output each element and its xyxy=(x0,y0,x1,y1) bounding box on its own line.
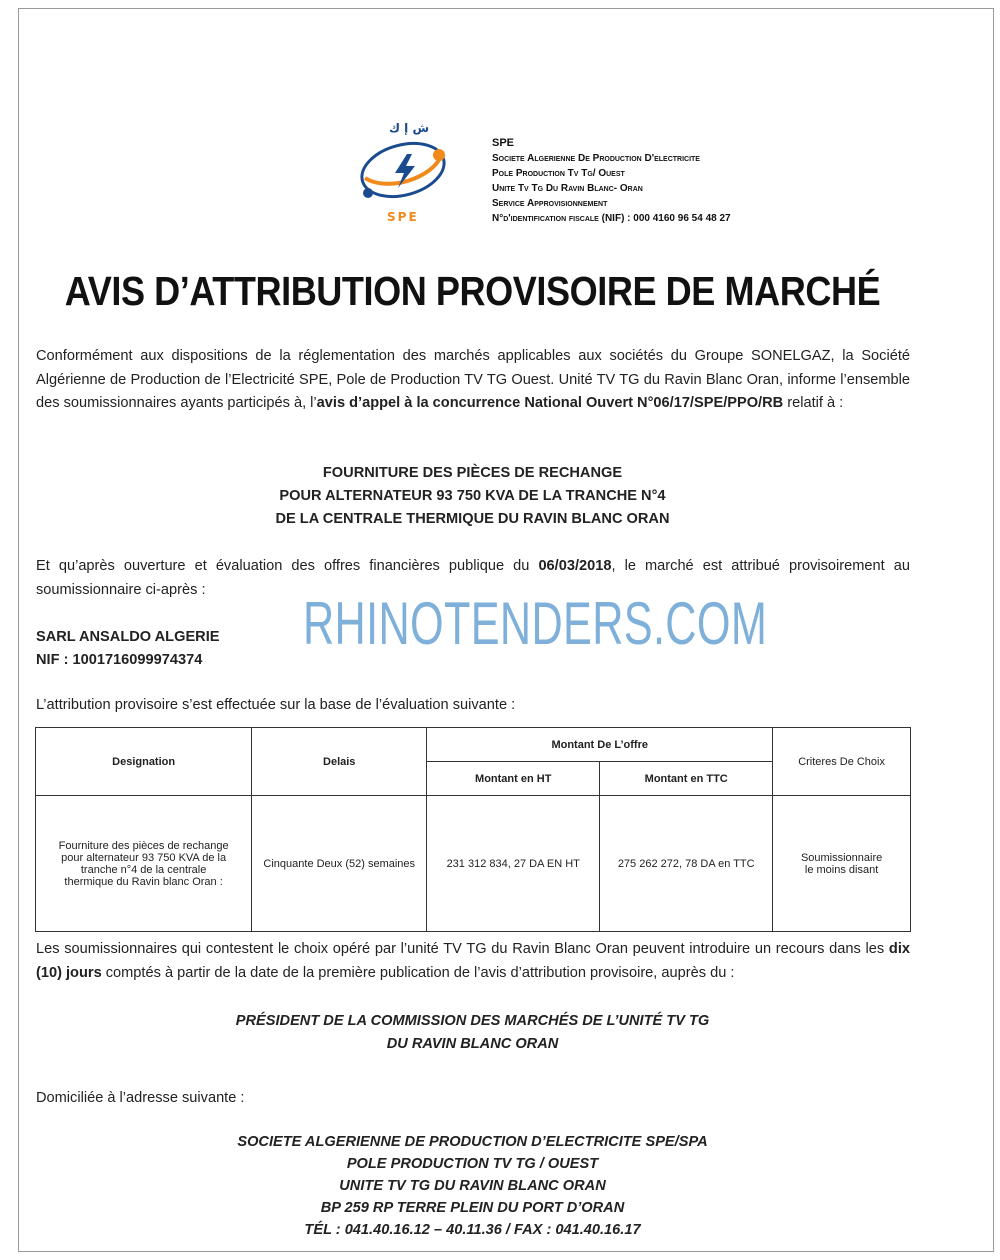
cell-ht: 231 312 834, 27 DA EN HT xyxy=(427,796,600,932)
header-ht: Montant en HT xyxy=(427,762,600,796)
domicile-label: Domiciliée à l’adresse suivante : xyxy=(36,1090,245,1106)
intro-after: relatif à : xyxy=(783,395,844,411)
subject-line: DE LA CENTRALE THERMIQUE DU RAVIN BLANC ORAN xyxy=(275,511,670,527)
awardee-block xyxy=(36,626,220,672)
opening-text: Et qu’après ouverture et évaluation des offres financières publique du xyxy=(36,558,539,574)
address-line: UNITE TV TG DU RAVIN BLANC ORAN xyxy=(339,1178,606,1194)
intro-text: Conformément aux dispositions de la réglementation des marchés applicables aux sociétés du Groupe SONELGAZ, la Société Algérienne de Production de l’Electricité SPE, Pole de Production TV TG Ouest. Unité TV TG du Ravin Blanc Oran, informe l’ensemble des soumissionnaires ayants participés à, l’ xyxy=(36,348,910,411)
president-block xyxy=(0,1010,945,1056)
header-ttc: Montant en TTC xyxy=(600,762,773,796)
cell-ttc: 275 262 272, 78 DA en TTC xyxy=(600,796,773,932)
org-name: Societe Algerienne De Production D'electricite xyxy=(492,153,700,164)
address-line: BP 259 RP TERRE PLEIN DU PORT D’ORAN xyxy=(320,1200,625,1216)
address-line: SOCIETE ALGERIENNE DE PRODUCTION D’ELECTRICITE SPE/SPA xyxy=(237,1134,708,1150)
address-block xyxy=(0,1131,945,1241)
spe-logo xyxy=(355,118,465,226)
recours-deadline: dix (10) jours xyxy=(36,941,910,981)
opening-date: 06/03/2018 xyxy=(538,558,612,574)
awardee-name: SARL ANSALDO ALGERIE xyxy=(36,629,220,645)
header-delais: Delais xyxy=(252,728,427,796)
intro-reference: avis d’appel à la concurrence National Ouvert N°06/17/SPE/PPO/RB xyxy=(316,395,784,411)
watermark: RHINOTENDERS.COM xyxy=(303,590,768,657)
logo-spe-text: SPE xyxy=(387,210,419,224)
opening-after: , le marché est attribué provisoirement au soumissionnaire ci-après : xyxy=(36,558,910,598)
header-criteres: Criteres De Choix xyxy=(773,728,911,796)
org-short: SPE xyxy=(492,137,515,149)
logo-arabic-text: ش إ ك xyxy=(389,121,430,135)
company-info xyxy=(492,136,731,226)
cell-designation: Fourniture des pièces de rechange pour alternateur 93 750 KVA de la tranche n°4 de la centrale thermique du Ravin blanc Oran : xyxy=(36,796,252,932)
president-line: PRÉSIDENT DE LA COMMISSION DES MARCHÉS DE L’UNITÉ TV TG xyxy=(235,1013,710,1029)
letterhead xyxy=(355,118,815,230)
org-service: Service Approvisionnement xyxy=(492,198,608,209)
org-unite: Unite Tv Tg Du Ravin Blanc- Oran xyxy=(492,183,643,194)
cell-delais: Cinquante Deux (52) semaines xyxy=(252,796,427,932)
recours-paragraph xyxy=(36,938,910,985)
table-row xyxy=(36,796,911,932)
subject-line: POUR ALTERNATEUR 93 750 KVA DE LA TRANCHE N°4 xyxy=(279,488,666,504)
header-montant: Montant De L’offre xyxy=(427,728,773,762)
evaluation-table xyxy=(35,727,911,932)
recours-text: Les soumissionnaires qui contestent le choix opéré par l’unité TV TG du Ravin Blanc Oran peuvent introduire un recours dans les xyxy=(36,941,889,957)
page-title: AVIS D’ATTRIBUTION PROVISOIRE DE MARCHÉ xyxy=(64,268,881,314)
evaluation-intro: L’attribution provisoire s’est effectuée sur la base de l’évaluation suivante : xyxy=(36,697,516,713)
org-pole: Pole Production Tv Tg/ Ouest xyxy=(492,168,625,179)
cell-criteres: Soumissionnaire le moins disant xyxy=(773,796,911,932)
president-line: DU RAVIN BLANC ORAN xyxy=(386,1036,559,1052)
header-designation: Designation xyxy=(36,728,252,796)
subject-line: FOURNITURE DES PIÈCES DE RECHANGE xyxy=(322,465,623,481)
address-line: POLE PRODUCTION TV TG / OUEST xyxy=(346,1156,599,1172)
address-line: TÉL : 041.40.16.12 – 40.11.36 / FAX : 041.40.16.17 xyxy=(304,1222,641,1238)
intro-paragraph xyxy=(36,345,910,416)
subject-block xyxy=(0,462,945,531)
recours-after: comptés à partir de la date de la première publication de l’avis d’attribution provisoire, auprès du : xyxy=(101,964,735,981)
org-nif: N°d'identification fiscale (NIF) : 000 4160 96 54 48 27 xyxy=(492,213,731,224)
awardee-nif: NIF : 1001716099974374 xyxy=(36,652,203,668)
